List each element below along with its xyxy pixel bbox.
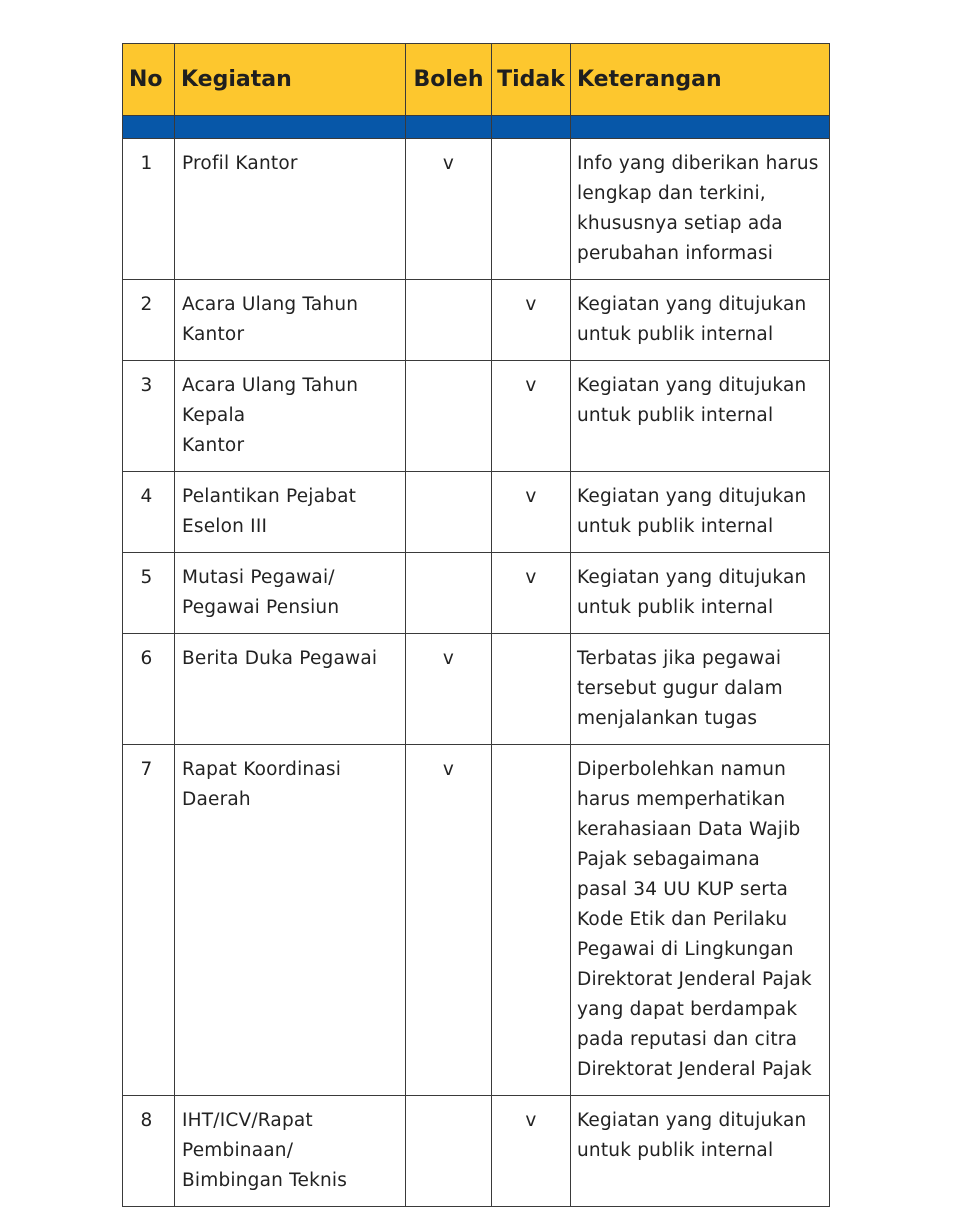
table-row <box>123 139 830 280</box>
keterangan-line: khususnya setiap ada <box>577 213 783 234</box>
keterangan-cell <box>571 280 830 361</box>
tidak-mark <box>492 745 571 1096</box>
kegiatan-cell <box>175 745 406 1096</box>
kegiatan-line: Kantor <box>182 324 245 345</box>
keterangan-line: Terbatas jika pegawai <box>577 648 782 669</box>
kegiatan-line: Acara Ulang Tahun <box>182 294 359 315</box>
kegiatan-line: Daerah <box>182 789 251 810</box>
row-number: 5 <box>123 553 175 634</box>
keterangan-line: Kegiatan yang ditujukan <box>577 1110 807 1131</box>
table-row <box>123 1096 830 1207</box>
keterangan-line: yang dapat berdampak <box>577 999 798 1020</box>
row-number: 3 <box>123 361 175 472</box>
keterangan-line: Pegawai di Lingkungan <box>577 939 794 960</box>
keterangan-line: untuk publik internal <box>577 516 774 537</box>
boleh-mark <box>406 1096 492 1207</box>
header-boleh: Boleh <box>406 44 492 116</box>
keterangan-line: kerahasiaan Data Wajib <box>577 819 801 840</box>
boleh-mark: v <box>406 139 492 280</box>
kegiatan-cell <box>175 553 406 634</box>
keterangan-line: pada reputasi dan citra <box>577 1029 798 1050</box>
keterangan-cell <box>571 139 830 280</box>
band-cell <box>123 116 175 139</box>
kegiatan-cell <box>175 280 406 361</box>
keterangan-line: lengkap dan terkini, <box>577 183 766 204</box>
band-cell <box>175 116 406 139</box>
row-number: 7 <box>123 745 175 1096</box>
boleh-mark: v <box>406 745 492 1096</box>
keterangan-line: Pajak sebagaimana <box>577 849 760 870</box>
keterangan-line: Kegiatan yang ditujukan <box>577 486 807 507</box>
keterangan-line: Direktorat Jenderal Pajak <box>577 1059 812 1080</box>
activity-policy-table <box>122 43 830 1207</box>
header-accent-band <box>123 116 830 139</box>
kegiatan-line: Eselon III <box>182 516 268 537</box>
boleh-mark: v <box>406 634 492 745</box>
keterangan-cell <box>571 553 830 634</box>
keterangan-line: Kegiatan yang ditujukan <box>577 375 807 396</box>
boleh-mark <box>406 553 492 634</box>
kegiatan-line: Kepala <box>182 405 246 426</box>
keterangan-line: untuk publik internal <box>577 1140 774 1161</box>
tidak-mark <box>492 634 571 745</box>
kegiatan-cell <box>175 139 406 280</box>
band-cell <box>492 116 571 139</box>
kegiatan-line: Rapat Koordinasi <box>182 759 342 780</box>
keterangan-line: harus memperhatikan <box>577 789 786 810</box>
kegiatan-line: Pembinaan/ <box>182 1140 294 1161</box>
keterangan-line: untuk publik internal <box>577 324 774 345</box>
keterangan-line: Kegiatan yang ditujukan <box>577 567 807 588</box>
keterangan-line: perubahan informasi <box>577 243 774 264</box>
keterangan-line: Info yang diberikan harus <box>577 153 819 174</box>
table-row <box>123 361 830 472</box>
tidak-mark <box>492 139 571 280</box>
keterangan-line: tersebut gugur dalam <box>577 678 783 699</box>
kegiatan-cell <box>175 1096 406 1207</box>
keterangan-line: pasal 34 UU KUP serta <box>577 879 789 900</box>
band-cell <box>406 116 492 139</box>
keterangan-cell <box>571 472 830 553</box>
keterangan-cell <box>571 745 830 1096</box>
kegiatan-cell <box>175 361 406 472</box>
keterangan-line: Direktorat Jenderal Pajak <box>577 969 812 990</box>
kegiatan-line: Profil Kantor <box>182 153 298 174</box>
row-number: 6 <box>123 634 175 745</box>
keterangan-line: Kode Etik dan Perilaku <box>577 909 788 930</box>
keterangan-line: Diperbolehkan namun <box>577 759 787 780</box>
kegiatan-line: IHT/ICV/Rapat <box>182 1110 313 1131</box>
table-row <box>123 634 830 745</box>
tidak-mark: v <box>492 280 571 361</box>
tidak-mark: v <box>492 472 571 553</box>
kegiatan-line: Pegawai Pensiun <box>182 597 340 618</box>
kegiatan-line: Bimbingan Teknis <box>182 1170 348 1191</box>
header-tidak: Tidak <box>492 44 571 116</box>
kegiatan-line: Pelantikan Pejabat <box>182 486 357 507</box>
keterangan-line: Kegiatan yang ditujukan <box>577 294 807 315</box>
row-number: 8 <box>123 1096 175 1207</box>
kegiatan-line: Kantor <box>182 435 245 456</box>
row-number: 2 <box>123 280 175 361</box>
keterangan-line: untuk publik internal <box>577 405 774 426</box>
table-row <box>123 280 830 361</box>
table-header-row <box>123 44 830 116</box>
header-keterangan: Keterangan <box>571 44 830 116</box>
table-body <box>123 139 830 1207</box>
tidak-mark: v <box>492 1096 571 1207</box>
kegiatan-cell <box>175 634 406 745</box>
band-cell <box>571 116 830 139</box>
keterangan-cell <box>571 634 830 745</box>
keterangan-line: untuk publik internal <box>577 597 774 618</box>
tidak-mark: v <box>492 553 571 634</box>
table-row <box>123 553 830 634</box>
keterangan-cell <box>571 361 830 472</box>
kegiatan-line: Acara Ulang Tahun <box>182 375 359 396</box>
table-row <box>123 472 830 553</box>
boleh-mark <box>406 361 492 472</box>
header-no: No <box>123 44 175 116</box>
kegiatan-line: Berita Duka Pegawai <box>182 648 378 669</box>
header-kegiatan: Kegiatan <box>175 44 406 116</box>
keterangan-cell <box>571 1096 830 1207</box>
keterangan-line: menjalankan tugas <box>577 708 758 729</box>
row-number: 1 <box>123 139 175 280</box>
row-number: 4 <box>123 472 175 553</box>
kegiatan-line: Mutasi Pegawai/ <box>182 567 335 588</box>
table-row <box>123 745 830 1096</box>
kegiatan-cell <box>175 472 406 553</box>
boleh-mark <box>406 280 492 361</box>
tidak-mark: v <box>492 361 571 472</box>
boleh-mark <box>406 472 492 553</box>
